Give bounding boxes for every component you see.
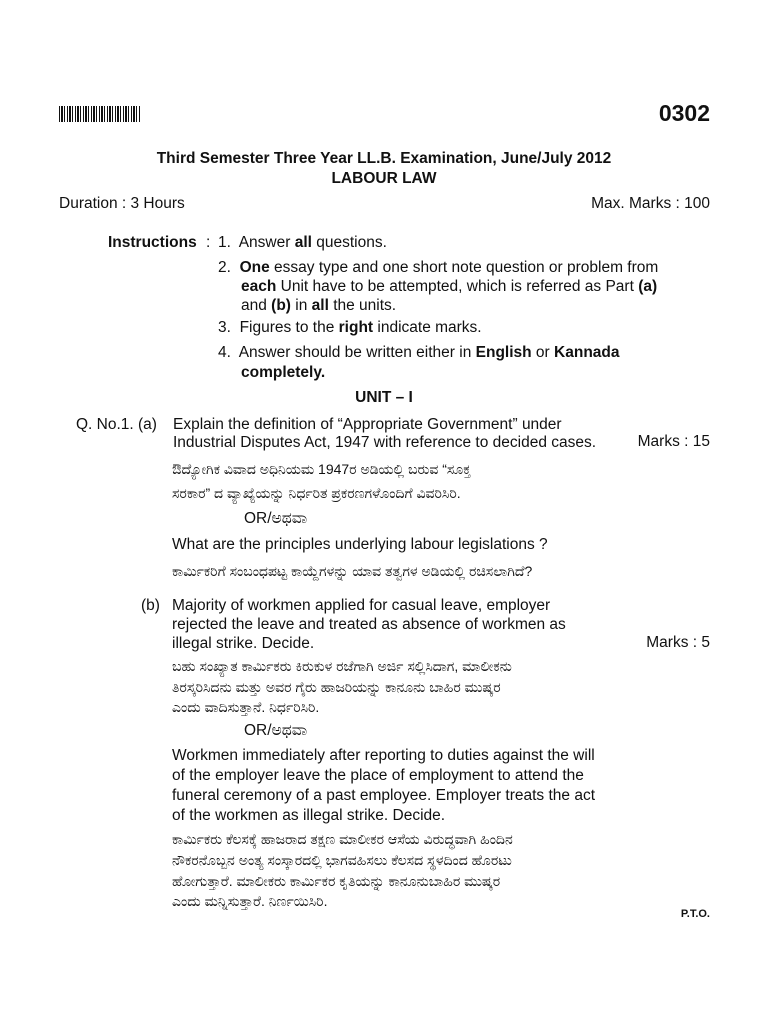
barcode: [59, 106, 141, 122]
q1b-kannada-line3: ಎಂದು ವಾದಿಸುತ್ತಾನೆ. ನಿರ್ಧರಿಸಿರಿ.: [172, 699, 320, 715]
exam-title: Third Semester Three Year LL.B. Examination, June/July 2012: [156, 150, 612, 167]
q1b-alt-line3: funeral ceremony of a past employee. Employer treats the act: [172, 787, 596, 804]
instructions-label: Instructions: [108, 234, 197, 251]
instruction-4-line2: completely.: [241, 364, 326, 381]
q1b-alt-line4: of the workmen as illegal strike. Decide.: [172, 807, 446, 824]
question-number-1b: (b): [141, 597, 160, 614]
q1a-kannada-line2: ಸರಕಾರ” ದ ವ್ಯಾಖ್ಯೆಯನ್ನು ನಿರ್ಧರಿತ ಪ್ರಕರಣಗಳೊಂದಿಗೆ ವಿವರಿಸಿರಿ.: [172, 485, 461, 501]
question-number-1a: Q. No.1. (a): [76, 416, 157, 433]
subject-title: LABOUR LAW: [331, 170, 437, 187]
q1a-or: OR/ಅಥವಾ: [244, 510, 308, 527]
q1b-alt-kannada-line1: ಕಾರ್ಮಿಕರು ಕೆಲಸಕ್ಕೆ ಹಾಜರಾದ ತಕ್ಷಣ ಮಾಲೀಕರ ಆಸೆಯ ವಿರುದ್ಧವಾಗಿ ಹಿಂದಿನ: [172, 831, 513, 847]
instruction-2-line3: and (b) in all the units.: [241, 297, 397, 314]
q1b-alt-kannada-line3: ಹೋಗುತ್ತಾರೆ. ಮಾಲೀಕರು ಕಾರ್ಮಿಕರ ಕೃತಿಯನ್ನು ಕಾನೂನುಬಾಹಿರ ಮುಷ್ಕರ: [172, 873, 501, 889]
q1b-text-line3: illegal strike. Decide.: [172, 635, 315, 652]
q1a-alt-kannada: ಕಾರ್ಮಿಕರಿಗೆ ಸಂಬಂಧಪಟ್ಟ ಕಾಯ್ದೆಗಳನ್ನು ಯಾವ ತತ್ವಗಳ ಅಡಿಯಲ್ಲಿ ರಚಿಸಲಾಗಿದೆ?: [172, 563, 533, 579]
unit-heading: UNIT – I: [355, 389, 413, 406]
q1b-kannada-line2: ತಿರಸ್ಕರಿಸಿದನು ಮತ್ತು ಅವರ ಗೈರು ಹಾಜರಿಯನ್ನು ಕಾನೂನು ಬಾಹಿರ ಮುಷ್ಕರ: [172, 679, 501, 695]
q1b-text-line2: rejected the leave and treated as absence of workmen as: [172, 616, 566, 633]
instruction-3: 3. Figures to the right indicate marks.: [218, 319, 482, 336]
q1a-kannada-line1: ಔದ್ಯೋಗಿಕ ವಿವಾದ ಅಧಿನಿಯಮ 1947ರ ಅಡಿಯಲ್ಲಿ ಬರುವ “ಸೂಕ್ತ: [172, 461, 471, 477]
paper-code: 0302: [658, 100, 710, 126]
q1b-alt-line1: Workmen immediately after reporting to duties against the will: [172, 747, 595, 764]
instructions-colon: :: [206, 234, 211, 251]
q1a-marks: Marks : 15: [637, 433, 710, 450]
instruction-1: 1. Answer all questions.: [218, 234, 387, 251]
instruction-4: 4. Answer should be written either in English or Kannada: [218, 344, 620, 361]
pto-label: P.T.O.: [680, 908, 710, 920]
q1b-kannada-line1: ಬಹು ಸಂಖ್ಯಾತ ಕಾರ್ಮಿಕರು ಕಿರುಕುಳ ರಜೆಗಾಗಿ ಅರ್ಜಿ ಸಲ್ಲಿಸಿದಾಗ, ಮಾಲೀಕನು: [172, 658, 512, 674]
q1b-text-line1: Majority of workmen applied for casual leave, employer: [172, 597, 551, 614]
q1b-alt-kannada-line2: ನೌಕರನೊಬ್ಬನ ಅಂತ್ಯ ಸಂಸ್ಕಾರದಲ್ಲಿ ಭಾಗವಹಿಸಲು ಕೆಲಸದ ಸ್ಥಳದಿಂದ ಹೊರಟು: [172, 852, 512, 868]
instruction-2: 2. One essay type and one short note question or problem from: [218, 259, 659, 276]
instruction-2-line2: each Unit have to be attempted, which is referred as Part (a): [241, 278, 658, 295]
max-marks: Max. Marks : 100: [591, 195, 710, 212]
q1a-text-line2: Industrial Disputes Act, 1947 with reference to decided cases.: [173, 434, 597, 451]
duration: Duration : 3 Hours: [59, 195, 185, 212]
q1b-or: OR/ಅಥವಾ: [244, 722, 308, 739]
q1b-alt-line2: of the employer leave the place of employment to attend the: [172, 767, 584, 784]
q1a-alt-question: What are the principles underlying labour legislations ?: [172, 536, 548, 553]
q1b-alt-kannada-line4: ಎಂದು ಮನ್ನಿಸುತ್ತಾರೆ. ನಿರ್ಣಯಿಸಿರಿ.: [172, 893, 328, 909]
q1b-marks: Marks : 5: [646, 634, 710, 651]
q1a-text-line1: Explain the definition of “Appropriate Government” under: [173, 416, 562, 433]
